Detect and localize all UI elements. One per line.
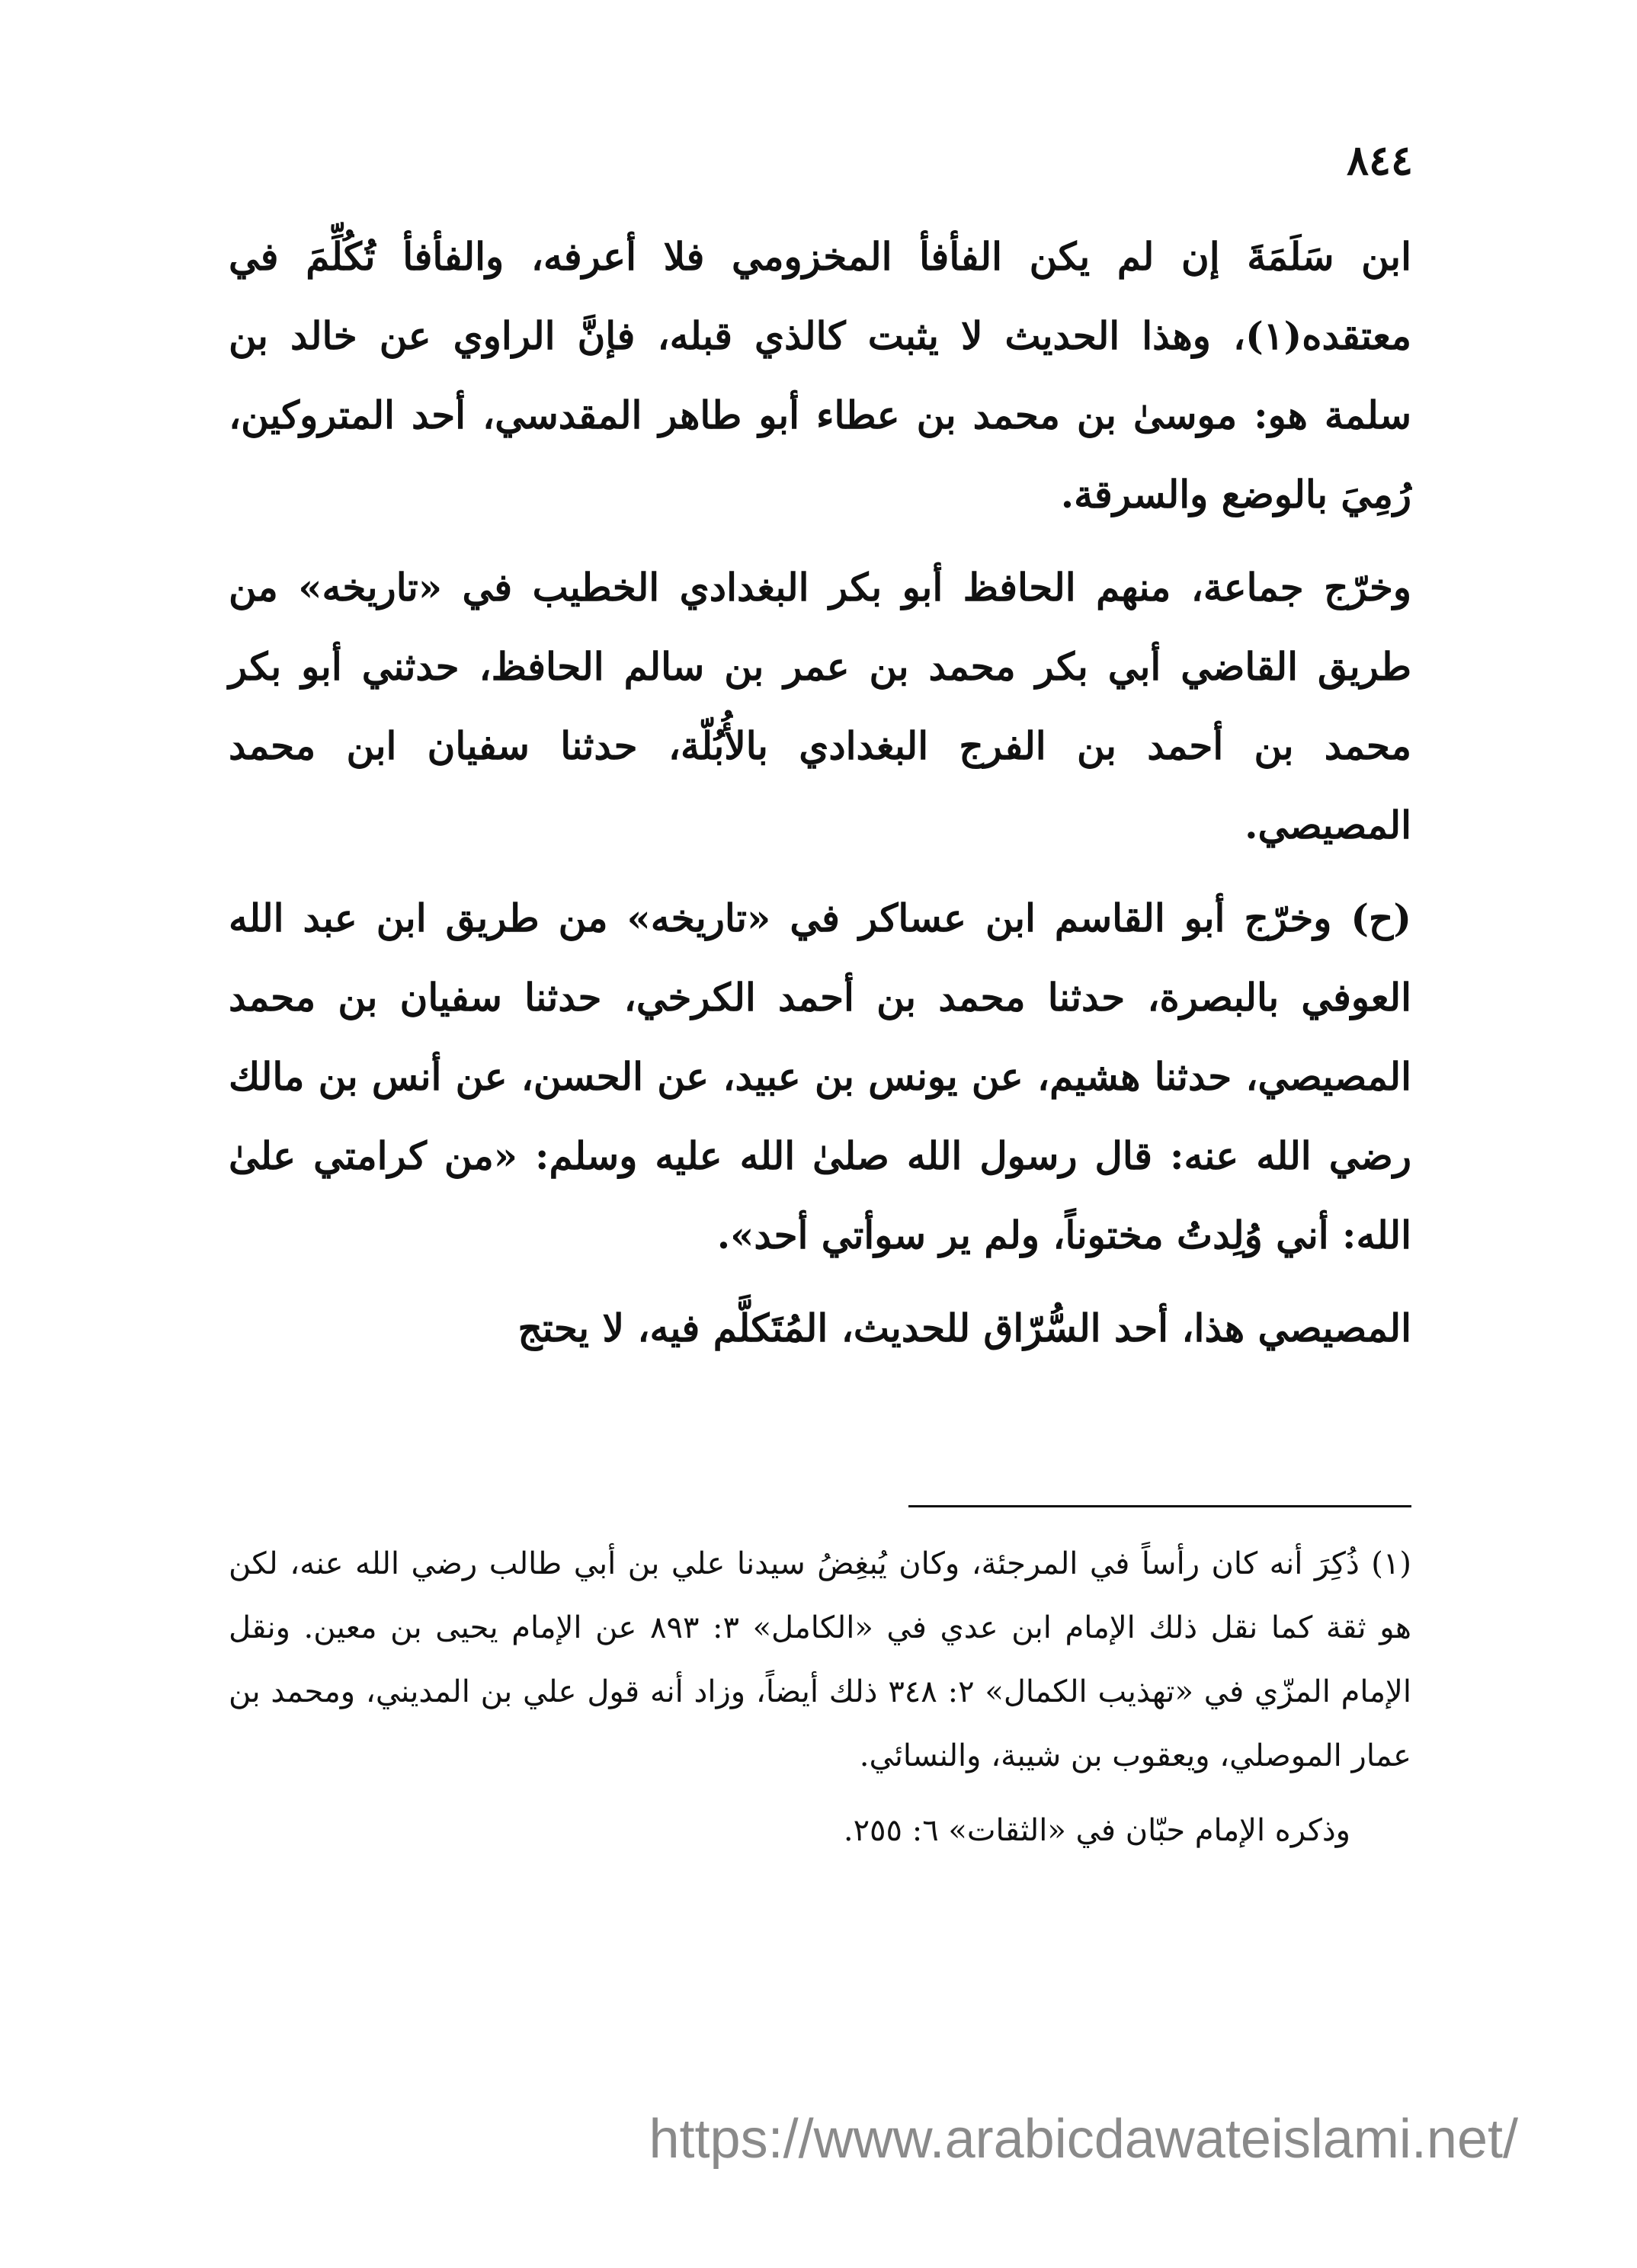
footnote-divider <box>908 1505 1411 1507</box>
footnote: (١) ذُكِرَ أنه كان رأساً في المرجئة، وكان يُبغِضُ سيدنا علي بن أبي طالب رضي الله عنه، لكن هو ثقة كما نقل ذلك الإمام ابن عدي في «الكامل» ٣: ٨٩٣ عن الإمام يحيى بن معين. ونقل الإمام المزّي في «تهذيب الكمال» ٢: ٣٤٨ ذلك أيضاً، وزاد أنه قول علي بن المديني، ومحمد بن عمار الموصلي، ويعقوب بن شيبة، والنسائي. <box>229 1546 1411 1773</box>
footnotes <box>229 1532 1411 1873</box>
main-text <box>229 217 1411 1382</box>
paragraph: وخرّج جماعة، منهم الحافظ أبو بكر البغدادي الخطيب في «تاريخه» من طريق القاضي أبي بكر محمد بن عمر بن سالم الحافظ، حدثني أبو بكر محمد بن أحمد بن الفرج البغدادي بالأُبُلّة، حدثنا سفيان ابن محمد المصيصي. <box>229 565 1411 847</box>
page-number: ٨٤٤ <box>1346 136 1413 184</box>
paragraph: المصيصي هذا، أحد السُّرّاق للحديث، المُتَكلَّم فيه، لا يحتج <box>517 1305 1411 1350</box>
paragraph: (ح) وخرّج أبو القاسم ابن عساكر في «تاريخه» من طريق ابن عبد الله العوفي بالبصرة، حدثنا محمد بن أحمد الكرخي، حدثنا سفيان بن محمد المصيصي، حدثنا هشيم، عن يونس بن عبيد، عن الحسن، عن أنس بن مالك رضي الله عنه: قال رسول الله صلىٰ الله عليه وسلم: «من كرامتي علىٰ الله: أني وُلِدتُ مختوناً، ولم ير سوأتي أحد». <box>229 895 1411 1257</box>
watermark-url: https://www.arabicdawateislami.net/ <box>649 2109 1518 2170</box>
footnote: وذكره الإمام حبّان في «الثقات» ٦: ٢٥٥. <box>843 1813 1350 1848</box>
paragraph: ابن سَلَمَةَ إن لم يكن الفأفأ المخزومي فلا أعرفه، والفأفأ تُكُلِّمَ في معتقده(١)، وهذا الحديث لا يثبت كالذي قبله، فإنَّ الراوي عن خالد بن سلمة هو: موسىٰ بن محمد بن عطاء أبو طاهر المقدسي، أحد المتروكين، رُمِيَ بالوضع والسرقة. <box>229 234 1411 517</box>
